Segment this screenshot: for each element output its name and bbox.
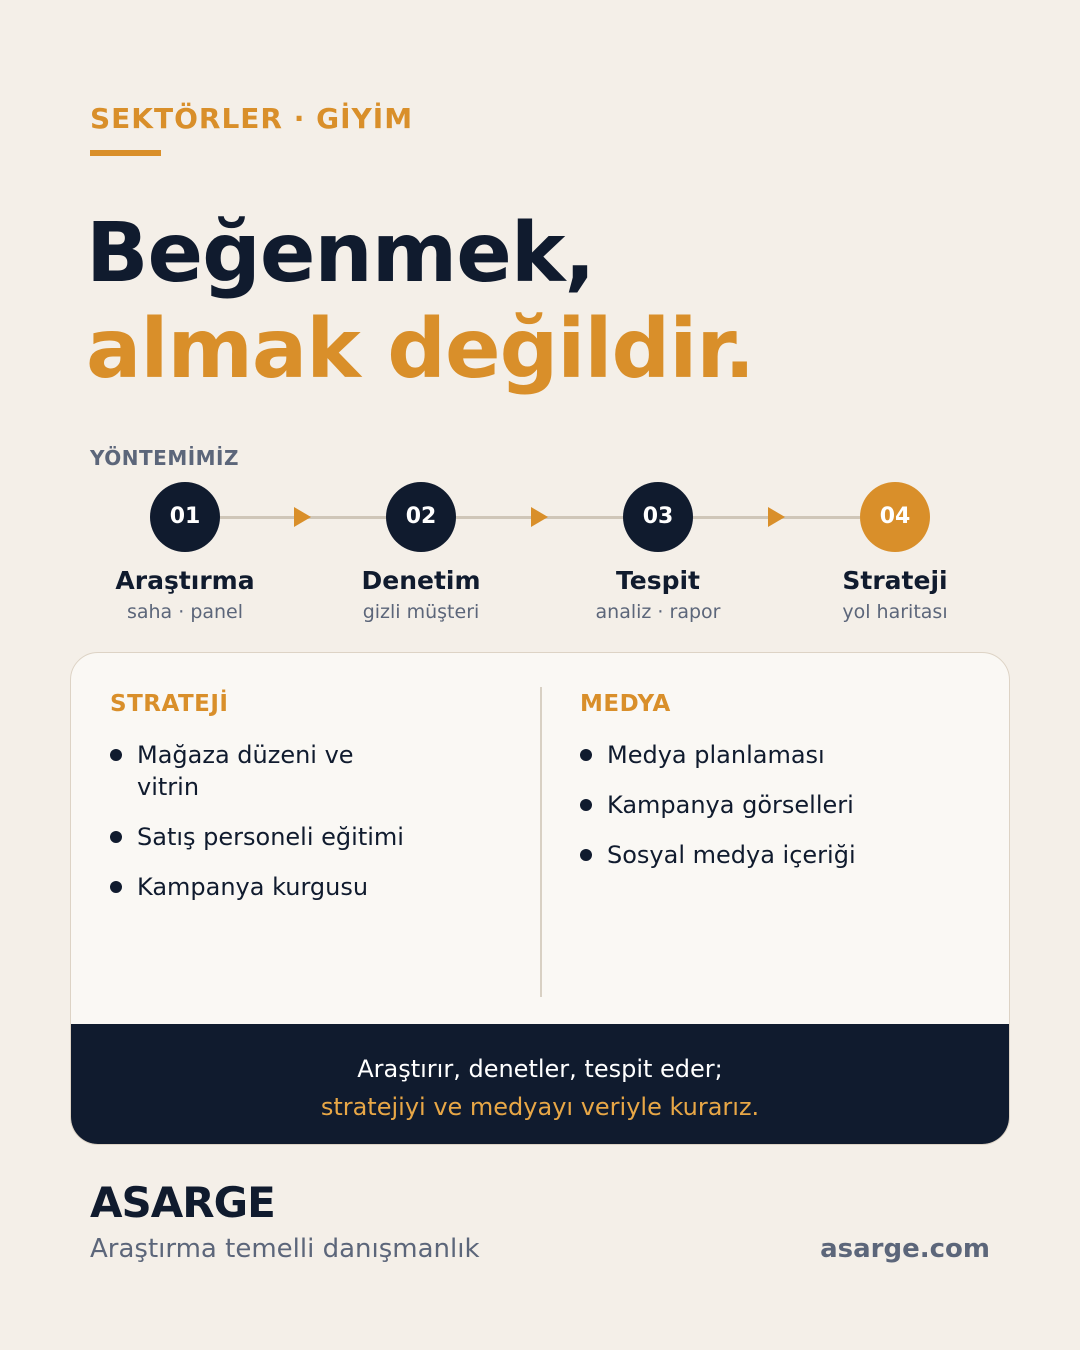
banner-line-2: stratejiyi ve medyayı veriyle kurarız. bbox=[320, 1093, 760, 1121]
step-audit bbox=[301, 482, 541, 623]
strategy-list bbox=[110, 739, 410, 903]
step-number: 02 bbox=[386, 482, 456, 552]
step-number: 04 bbox=[860, 482, 930, 552]
method-steps bbox=[0, 482, 1080, 642]
step-strategy bbox=[775, 482, 1015, 623]
tagline: Araştırma temelli danışmanlık bbox=[90, 1234, 480, 1264]
list-item: Kampanya görselleri bbox=[580, 789, 880, 821]
eyebrow: SEKTÖRLER · GİYİM bbox=[90, 102, 414, 135]
step-subtitle: saha · panel bbox=[126, 601, 244, 623]
headline bbox=[86, 206, 754, 398]
step-number: 03 bbox=[623, 482, 693, 552]
step-title: Strateji bbox=[842, 566, 948, 595]
step-title: Araştırma bbox=[115, 566, 255, 595]
headline-line-2: almak değildir. bbox=[86, 302, 755, 397]
website-link[interactable]: asarge.com bbox=[820, 1234, 990, 1264]
bullet-icon bbox=[580, 799, 592, 811]
bullet-icon bbox=[580, 849, 592, 861]
media-heading: MEDYA bbox=[580, 691, 671, 717]
headline-line-1: Beğenmek, bbox=[86, 206, 595, 301]
bullet-icon bbox=[110, 831, 122, 843]
bullet-icon bbox=[110, 749, 122, 761]
media-column bbox=[580, 691, 880, 889]
bullet-icon bbox=[580, 749, 592, 761]
list-item: Satış personeli eğitimi bbox=[110, 821, 410, 853]
strategy-heading: STRATEJİ bbox=[110, 691, 229, 717]
summary-banner bbox=[71, 1024, 1009, 1144]
bullet-icon bbox=[110, 881, 122, 893]
eyebrow-underline bbox=[90, 150, 161, 156]
step-subtitle: analiz · rapor bbox=[595, 601, 721, 623]
step-finding bbox=[538, 482, 778, 623]
list-item: Mağaza düzeni ve vitrin bbox=[110, 739, 410, 803]
step-title: Denetim bbox=[361, 566, 481, 595]
services-card bbox=[70, 652, 1010, 1145]
media-list bbox=[580, 739, 880, 871]
list-item: Medya planlaması bbox=[580, 739, 880, 771]
strategy-column bbox=[110, 691, 410, 921]
step-title: Tespit bbox=[616, 566, 700, 595]
banner-line-1: Araştırır, denetler, tespit eder; bbox=[357, 1055, 723, 1083]
brand-logo: ASARGE bbox=[90, 1178, 275, 1227]
step-subtitle: gizli müşteri bbox=[362, 601, 480, 623]
step-research bbox=[65, 482, 305, 623]
step-subtitle: yol haritası bbox=[842, 601, 948, 623]
method-label: YÖNTEMİMİZ bbox=[90, 446, 240, 470]
step-number: 01 bbox=[150, 482, 220, 552]
column-divider bbox=[540, 687, 542, 997]
list-item: Sosyal medya içeriği bbox=[580, 839, 880, 871]
list-item: Kampanya kurgusu bbox=[110, 871, 410, 903]
